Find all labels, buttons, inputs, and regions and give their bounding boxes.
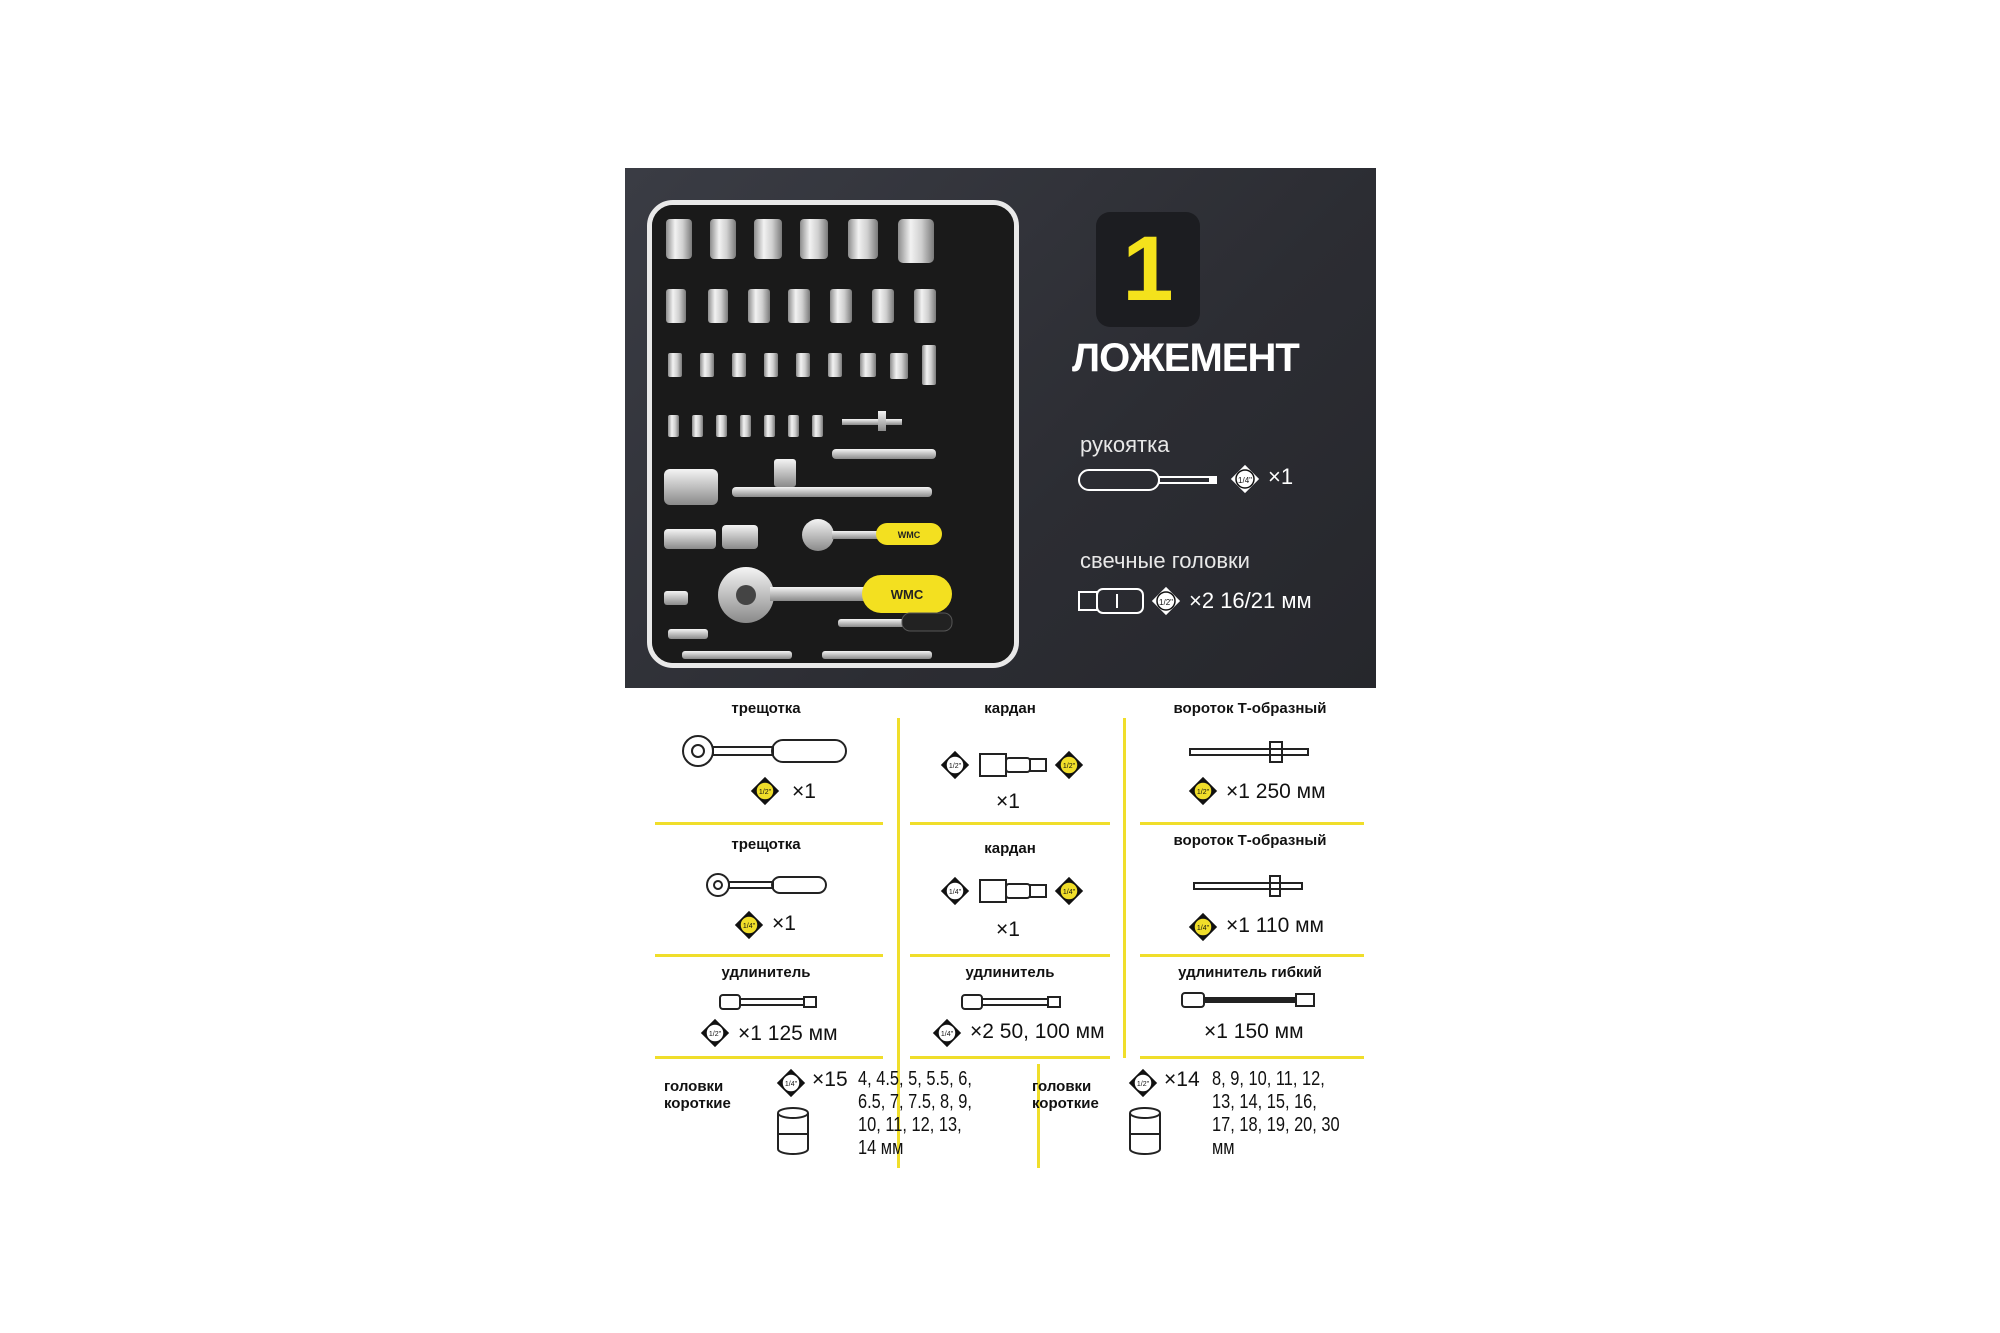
svg-text:1/4": 1/4" bbox=[1238, 476, 1252, 485]
drive-square-icon bbox=[1054, 876, 1084, 906]
short-sockets-14-sizes: 4, 4.5, 5, 5.5, 6, 6.5, 7, 7.5, 8, 9, 10, 11, 12, 13, 14 мм bbox=[858, 1068, 972, 1159]
spark-socket-qty: ×2 16/21 мм bbox=[1189, 588, 1312, 613]
svg-text:1/2": 1/2" bbox=[1159, 598, 1173, 607]
row-divider bbox=[910, 822, 1110, 825]
row-divider bbox=[655, 822, 883, 825]
drive-square-icon bbox=[940, 876, 970, 906]
spark-socket-icon bbox=[1077, 586, 1147, 616]
extension-bar-icon bbox=[960, 992, 1064, 1012]
tool-tray-photo bbox=[647, 200, 1019, 668]
drive-square-icon bbox=[1188, 912, 1218, 942]
cell-title-ratchet-14: трещотка bbox=[731, 836, 801, 853]
row-divider bbox=[910, 954, 1110, 957]
ratchet-12-qty: ×1 bbox=[792, 780, 816, 803]
svg-text:1/4": 1/4" bbox=[940, 1031, 954, 1038]
drive-square-icon bbox=[1128, 1068, 1158, 1098]
cell-title-cardan-14: кардан bbox=[984, 840, 1036, 857]
svg-text:WMC: WMC bbox=[890, 587, 924, 602]
cardan-12-qty: ×1 bbox=[996, 790, 1020, 813]
screwdriver-handle-icon bbox=[1077, 468, 1219, 492]
svg-text:1/2": 1/2" bbox=[758, 789, 772, 796]
drive-square-icon bbox=[1188, 776, 1218, 806]
cell-title-cardan-12: кардан bbox=[984, 700, 1036, 717]
handle-label: рукоятка bbox=[1080, 432, 1170, 457]
cell-title-flex-extension: удлинитель гибкий bbox=[1178, 964, 1322, 981]
short-sockets-12-qty: ×14 bbox=[1164, 1068, 1200, 1091]
tool-tray-illustration bbox=[652, 205, 1014, 663]
spark-socket-label: свечные головки bbox=[1080, 548, 1250, 573]
short-sockets-12-sizes: 8, 9, 10, 11, 12, 13, 14, 15, 16, 17, 18, 19, 20, 30 мм bbox=[1212, 1068, 1340, 1159]
extension-12-qty: ×1 125 мм bbox=[738, 1022, 838, 1045]
tbar-12-qty: ×1 250 мм bbox=[1226, 780, 1326, 803]
row-divider bbox=[655, 954, 883, 957]
row-divider bbox=[910, 1056, 1110, 1059]
cardan-14-qty: ×1 bbox=[996, 918, 1020, 941]
extension-14-qty: ×2 50, 100 мм bbox=[970, 1020, 1105, 1043]
cell-title-ratchet-12: трещотка bbox=[731, 700, 801, 717]
drive-square-icon bbox=[776, 1068, 806, 1098]
drive-square-icon bbox=[1054, 750, 1084, 780]
svg-text:1/2": 1/2" bbox=[1062, 763, 1076, 770]
svg-text:1/2": 1/2" bbox=[948, 763, 962, 770]
drive-square-icon bbox=[750, 776, 780, 806]
svg-text:1/4": 1/4" bbox=[948, 889, 962, 896]
short-sockets-14-qty: ×15 bbox=[812, 1068, 848, 1091]
flexible-extension-icon bbox=[1180, 990, 1318, 1010]
drive-square-icon bbox=[1151, 586, 1181, 616]
svg-text:1/4": 1/4" bbox=[784, 1081, 798, 1088]
cell-title-extension-12: удлинитель bbox=[721, 964, 811, 981]
drive-square-icon bbox=[1230, 464, 1260, 494]
svg-text:1/4": 1/4" bbox=[1062, 889, 1076, 896]
section-title: ЛОЖЕМЕНТ bbox=[1072, 336, 1299, 380]
socket-icon bbox=[776, 1106, 810, 1156]
cell-title-short-sockets-14: головки короткие bbox=[664, 1078, 731, 1112]
t-bar-icon bbox=[1188, 740, 1312, 764]
svg-text:1/4": 1/4" bbox=[1196, 925, 1210, 932]
svg-text:1/4": 1/4" bbox=[742, 923, 756, 930]
row-divider bbox=[1140, 822, 1364, 825]
drive-square-icon bbox=[734, 910, 764, 940]
row-divider bbox=[655, 1056, 883, 1059]
ratchet-icon bbox=[678, 734, 850, 768]
column-divider bbox=[1123, 718, 1126, 1058]
cell-title-tbar-14: вороток Т-образный bbox=[1173, 832, 1327, 849]
cell-title-tbar-12: вороток Т-образный bbox=[1173, 700, 1327, 717]
flex-extension-qty: ×1 150 мм bbox=[1204, 1020, 1304, 1043]
socket-icon bbox=[1128, 1106, 1162, 1156]
ratchet-icon bbox=[704, 872, 830, 898]
cell-title-extension-14: удлинитель bbox=[965, 964, 1055, 981]
universal-joint-icon bbox=[978, 750, 1050, 780]
svg-text:1/2": 1/2" bbox=[708, 1031, 722, 1038]
cell-title-short-sockets-12: головки короткие bbox=[1032, 1078, 1099, 1112]
ratchet-14-qty: ×1 bbox=[772, 912, 796, 935]
product-panel bbox=[625, 168, 1376, 688]
handle-qty: ×1 bbox=[1268, 464, 1294, 489]
svg-text:1/2": 1/2" bbox=[1196, 789, 1210, 796]
drive-square-icon bbox=[940, 750, 970, 780]
row-divider bbox=[1140, 1056, 1364, 1059]
extension-bar-icon bbox=[718, 992, 820, 1012]
tbar-14-qty: ×1 110 мм bbox=[1226, 914, 1324, 937]
universal-joint-icon bbox=[978, 876, 1050, 906]
t-bar-icon bbox=[1192, 874, 1306, 898]
svg-text:1/2": 1/2" bbox=[1136, 1081, 1150, 1088]
drive-square-icon bbox=[700, 1018, 730, 1048]
section-number-badge: 1 bbox=[1096, 212, 1200, 327]
row-divider bbox=[1140, 954, 1364, 957]
drive-square-icon bbox=[932, 1018, 962, 1048]
svg-text:WMC: WMC bbox=[897, 530, 921, 540]
